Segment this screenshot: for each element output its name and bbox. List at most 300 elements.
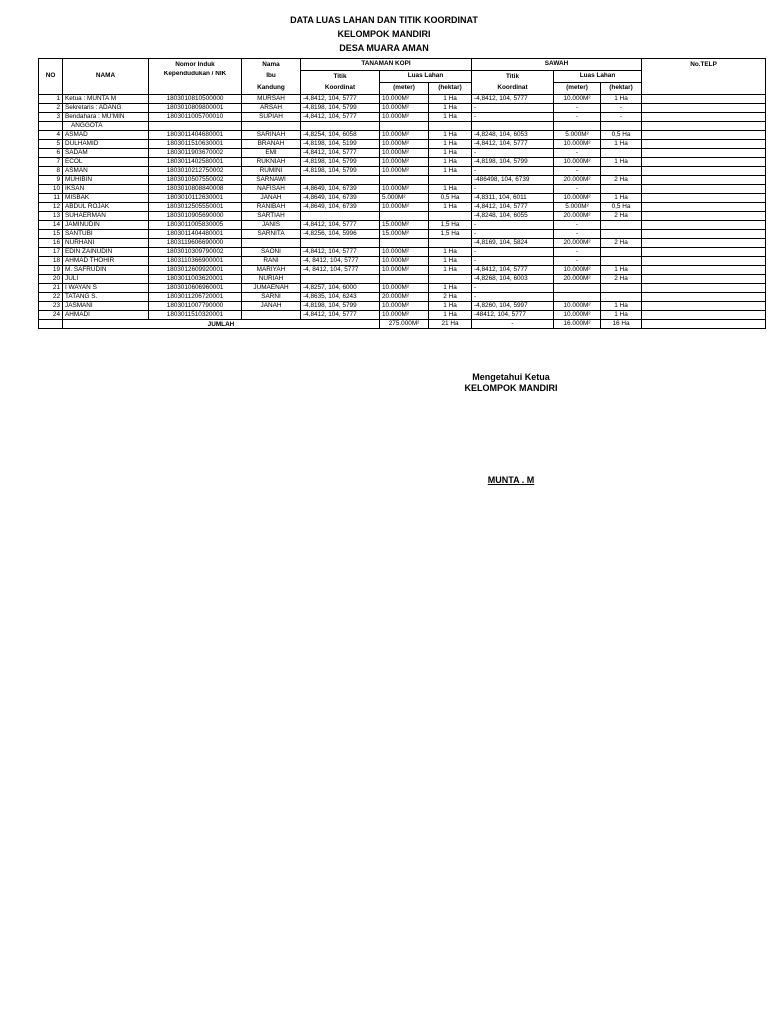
cell-sawah-meter: 10.000M² bbox=[554, 95, 601, 104]
cell-nik: 1803110366900001 bbox=[149, 257, 242, 266]
cell-sawah-hektar: - bbox=[601, 104, 642, 113]
cell-no: 8 bbox=[39, 167, 63, 176]
cell-sawah-koordinat: -4,8198, 104, 5799 bbox=[472, 158, 554, 167]
cell-kopi-koordinat: -4,8198, 104, 5799 bbox=[301, 302, 380, 311]
signature-name: MUNTA . M bbox=[487, 475, 535, 485]
cell-sawah-koordinat: - bbox=[472, 221, 554, 230]
cell-kopi-hektar: 1 Ha bbox=[429, 158, 472, 167]
cell-sawah-hektar bbox=[601, 185, 642, 194]
cell-nik: 1803011005830005 bbox=[149, 221, 242, 230]
cell-telp bbox=[642, 275, 766, 284]
cell-telp bbox=[642, 104, 766, 113]
cell-nama: M. SAFRUDIN bbox=[63, 266, 149, 275]
jumlah-sawah-koordinat: - bbox=[472, 320, 554, 329]
cell-sawah-meter: - bbox=[554, 104, 601, 113]
cell-ibu: SARNAWI bbox=[242, 176, 301, 185]
cell-kopi-hektar: 1 Ha bbox=[429, 302, 472, 311]
header-kopi-luas: Luas Lahan bbox=[380, 71, 472, 83]
cell-kopi-meter: 10.000M² bbox=[380, 302, 429, 311]
header-nik-line1: Nomor Induk bbox=[149, 59, 242, 71]
cell-sawah-koordinat: -4,8412, 104, 5777 bbox=[472, 95, 554, 104]
cell-kopi-meter: 20.000M² bbox=[380, 293, 429, 302]
anggota-blank-cell bbox=[380, 122, 429, 131]
cell-nama: Ketua : MUNTA M bbox=[63, 95, 149, 104]
jumlah-sawah-hektar: 16 Ha bbox=[601, 320, 642, 329]
header-sawah-koordinat: Koordinat bbox=[472, 83, 554, 95]
cell-no: 23 bbox=[39, 302, 63, 311]
cell-sawah-hektar: 1 Ha bbox=[601, 194, 642, 203]
cell-sawah-hektar: 1 Ha bbox=[601, 266, 642, 275]
cell-sawah-meter: 20.000M² bbox=[554, 239, 601, 248]
cell-sawah-meter bbox=[554, 284, 601, 293]
table-row bbox=[39, 266, 766, 275]
header-nik-line2: Kependudukan / NIK bbox=[149, 71, 242, 95]
cell-nama: DULHAMID bbox=[63, 140, 149, 149]
cell-ibu: SARINAH bbox=[242, 131, 301, 140]
cell-no: 24 bbox=[39, 311, 63, 320]
cell-no: 14 bbox=[39, 221, 63, 230]
cell-kopi-hektar: 1 Ha bbox=[429, 257, 472, 266]
cell-kopi-meter: 10.000M² bbox=[380, 185, 429, 194]
cell-sawah-koordinat: - bbox=[472, 230, 554, 239]
cell-sawah-meter: - bbox=[554, 248, 601, 257]
cell-sawah-meter: 5.000M² bbox=[554, 131, 601, 140]
header-no: NO bbox=[39, 59, 63, 95]
cell-kopi-koordinat: -4,8412, 104, 5777 bbox=[301, 113, 380, 122]
anggota-blank-cell bbox=[242, 122, 301, 131]
cell-telp bbox=[642, 302, 766, 311]
table-row bbox=[39, 212, 766, 221]
cell-kopi-hektar: 1 Ha bbox=[429, 185, 472, 194]
cell-sawah-koordinat: - bbox=[472, 257, 554, 266]
cell-sawah-koordinat: -486498, 104, 6739 bbox=[472, 176, 554, 185]
cell-nama: SADAM bbox=[63, 149, 149, 158]
cell-kopi-meter: 10.000M² bbox=[380, 158, 429, 167]
cell-nik: 1803012609920001 bbox=[149, 266, 242, 275]
cell-nik: 1803010507550002 bbox=[149, 176, 242, 185]
cell-sawah-meter: 10.000M² bbox=[554, 311, 601, 320]
cell-nama: ABDUL ROJAK bbox=[63, 203, 149, 212]
table-row bbox=[39, 302, 766, 311]
table-row bbox=[39, 311, 766, 320]
anggota-blank-cell bbox=[472, 122, 554, 131]
cell-ibu: SARTIAH bbox=[242, 212, 301, 221]
cell-kopi-koordinat bbox=[301, 239, 380, 248]
cell-sawah-koordinat: -4,8248, 104, 6053 bbox=[472, 131, 554, 140]
cell-kopi-meter: 10.000M² bbox=[380, 95, 429, 104]
cell-telp bbox=[642, 230, 766, 239]
cell-sawah-hektar bbox=[601, 221, 642, 230]
cell-kopi-koordinat: -4,8412, 104, 5777 bbox=[301, 95, 380, 104]
table-row bbox=[39, 185, 766, 194]
cell-sawah-meter: 10.000M² bbox=[554, 158, 601, 167]
cell-nama: JAMINUDIN bbox=[63, 221, 149, 230]
cell-nama: I WAYAN S bbox=[63, 284, 149, 293]
cell-nik: 1803011007790000 bbox=[149, 302, 242, 311]
cell-kopi-koordinat bbox=[301, 212, 380, 221]
document-title-line1: DATA LUAS LAHAN DAN TITIK KOORDINAT bbox=[290, 15, 478, 25]
cell-telp bbox=[642, 167, 766, 176]
anggota-blank-cell bbox=[554, 122, 601, 131]
cell-sawah-hektar: 2 Ha bbox=[601, 212, 642, 221]
cell-kopi-koordinat: -4,8412, 104, 5777 bbox=[301, 248, 380, 257]
jumlah-sawah-meter: 16.000M² bbox=[554, 320, 601, 329]
cell-kopi-koordinat: -4,8256, 104, 5996 bbox=[301, 230, 380, 239]
cell-sawah-hektar: 2 Ha bbox=[601, 275, 642, 284]
cell-nama: AHMAD THOHIR bbox=[63, 257, 149, 266]
cell-kopi-meter: 10.000M² bbox=[380, 167, 429, 176]
cell-sawah-meter: 10.000M² bbox=[554, 266, 601, 275]
jumlah-row bbox=[39, 320, 766, 329]
anggota-blank-cell bbox=[301, 122, 380, 131]
cell-ibu bbox=[242, 239, 301, 248]
cell-nik: 1803011003620001 bbox=[149, 275, 242, 284]
cell-no: 12 bbox=[39, 203, 63, 212]
cell-nik: 1803011404480001 bbox=[149, 230, 242, 239]
jumlah-blank-no bbox=[39, 320, 63, 329]
cell-nama: ASMAD bbox=[63, 131, 149, 140]
cell-telp bbox=[642, 311, 766, 320]
cell-ibu: EMI bbox=[242, 149, 301, 158]
cell-kopi-meter bbox=[380, 176, 429, 185]
cell-sawah-meter: 20.000M² bbox=[554, 275, 601, 284]
cell-sawah-koordinat: - bbox=[472, 167, 554, 176]
header-nama: NAMA bbox=[63, 59, 149, 95]
cell-ibu bbox=[242, 311, 301, 320]
cell-nama: MISBAK bbox=[63, 194, 149, 203]
table-row bbox=[39, 149, 766, 158]
cell-no: 20 bbox=[39, 275, 63, 284]
cell-nik: 1803010905690000 bbox=[149, 212, 242, 221]
cell-no: 3 bbox=[39, 113, 63, 122]
cell-kopi-koordinat: -4,8649, 104, 6739 bbox=[301, 194, 380, 203]
cell-no: 16 bbox=[39, 239, 63, 248]
cell-nama: JULI bbox=[63, 275, 149, 284]
table-row bbox=[39, 257, 766, 266]
header-sawah-titik: Titik bbox=[472, 71, 554, 83]
cell-kopi-hektar: 1,5 Ha bbox=[429, 230, 472, 239]
cell-kopi-meter bbox=[380, 212, 429, 221]
cell-kopi-koordinat: -4,8412, 104, 5777 bbox=[301, 311, 380, 320]
cell-sawah-koordinat: -4,8412, 104, 5777 bbox=[472, 266, 554, 275]
cell-no: 17 bbox=[39, 248, 63, 257]
cell-kopi-meter: 10.000M² bbox=[380, 257, 429, 266]
cell-ibu: RANI bbox=[242, 257, 301, 266]
cell-ibu: NAFISAH bbox=[242, 185, 301, 194]
table-row bbox=[39, 131, 766, 140]
table-row bbox=[39, 293, 766, 302]
cell-telp bbox=[642, 221, 766, 230]
cell-sawah-meter: 10.000M² bbox=[554, 194, 601, 203]
cell-telp bbox=[642, 194, 766, 203]
cell-telp bbox=[642, 266, 766, 275]
cell-kopi-koordinat: -4,8649, 104, 6739 bbox=[301, 185, 380, 194]
cell-kopi-meter: 5.000M² bbox=[380, 194, 429, 203]
cell-sawah-hektar: 2 Ha bbox=[601, 176, 642, 185]
anggota-blank-cell bbox=[149, 122, 242, 131]
cell-kopi-hektar: 1 Ha bbox=[429, 131, 472, 140]
table-row bbox=[39, 284, 766, 293]
cell-nama: MUHIBIN bbox=[63, 176, 149, 185]
cell-sawah-meter: - bbox=[554, 149, 601, 158]
cell-nik: 1803010212750002 bbox=[149, 167, 242, 176]
cell-ibu: JANAH bbox=[242, 302, 301, 311]
cell-nama: EDIN ZAINUDIN bbox=[63, 248, 149, 257]
cell-kopi-koordinat: -4, 8412, 104, 5777 bbox=[301, 257, 380, 266]
cell-nama: NURHANI bbox=[63, 239, 149, 248]
cell-telp bbox=[642, 95, 766, 104]
table-row bbox=[39, 113, 766, 122]
table-row bbox=[39, 167, 766, 176]
cell-sawah-hektar bbox=[601, 257, 642, 266]
cell-ibu: JANIS bbox=[242, 221, 301, 230]
cell-sawah-meter bbox=[554, 293, 601, 302]
cell-no: 22 bbox=[39, 293, 63, 302]
cell-sawah-hektar bbox=[601, 284, 642, 293]
cell-nik: 1803011404680001 bbox=[149, 131, 242, 140]
cell-nik: 1803011005700010 bbox=[149, 113, 242, 122]
land-data-table bbox=[38, 58, 766, 329]
cell-ibu: MURSAH bbox=[242, 95, 301, 104]
cell-nama: AHMADI bbox=[63, 311, 149, 320]
anggota-label: ANGGOTA bbox=[63, 122, 149, 131]
cell-sawah-hektar: 1 Ha bbox=[601, 311, 642, 320]
cell-ibu: SARNITA bbox=[242, 230, 301, 239]
jumlah-kopi-meter: 275.000M² bbox=[380, 320, 429, 329]
cell-no: 19 bbox=[39, 266, 63, 275]
header-kopi-meter: (meter) bbox=[380, 83, 429, 95]
cell-nik: 1803011903670002 bbox=[149, 149, 242, 158]
cell-sawah-koordinat: -4,8412, 104, 5777 bbox=[472, 203, 554, 212]
cell-telp bbox=[642, 239, 766, 248]
table-row bbox=[39, 203, 766, 212]
cell-sawah-koordinat: -4,8169, 104, 5824 bbox=[472, 239, 554, 248]
jumlah-kopi-hektar: 21 Ha bbox=[429, 320, 472, 329]
document-title-line3: DESA MUARA AMAN bbox=[339, 43, 429, 53]
table-row bbox=[39, 158, 766, 167]
cell-kopi-hektar: 1 Ha bbox=[429, 203, 472, 212]
cell-kopi-meter: 10.000M² bbox=[380, 104, 429, 113]
cell-sawah-koordinat: - bbox=[472, 284, 554, 293]
table-body bbox=[39, 95, 766, 329]
cell-nik: 1803010808840008 bbox=[149, 185, 242, 194]
table-row bbox=[39, 248, 766, 257]
cell-nik: 1803010810500000 bbox=[149, 95, 242, 104]
cell-sawah-meter: 20.000M² bbox=[554, 176, 601, 185]
cell-kopi-meter: 10.000M² bbox=[380, 140, 429, 149]
cell-kopi-hektar: 1 Ha bbox=[429, 113, 472, 122]
anggota-blank-cell bbox=[39, 122, 63, 131]
anggota-blank-cell bbox=[429, 122, 472, 131]
cell-kopi-meter: 10.000M² bbox=[380, 284, 429, 293]
cell-nik: 1803119606690000 bbox=[149, 239, 242, 248]
anggota-blank-cell bbox=[642, 122, 766, 131]
cell-kopi-meter: 10.000M² bbox=[380, 248, 429, 257]
cell-kopi-meter: 10.000M² bbox=[380, 266, 429, 275]
cell-kopi-meter: 10.000M² bbox=[380, 149, 429, 158]
anggota-blank-cell bbox=[601, 122, 642, 131]
cell-ibu: RUKNIAH bbox=[242, 158, 301, 167]
cell-ibu: SAONI bbox=[242, 248, 301, 257]
cell-ibu: JANAH bbox=[242, 194, 301, 203]
cell-kopi-hektar: 0,5 Ha bbox=[429, 194, 472, 203]
header-kopi-koordinat: Koordinat bbox=[301, 83, 380, 95]
cell-sawah-koordinat: - bbox=[472, 104, 554, 113]
cell-no: 11 bbox=[39, 194, 63, 203]
cell-sawah-koordinat: -48412, 104, 5777 bbox=[472, 311, 554, 320]
cell-sawah-hektar: 0,5 Ha bbox=[601, 203, 642, 212]
cell-kopi-meter: 15.000M² bbox=[380, 221, 429, 230]
header-tanaman-kopi: TANAMAN KOPI bbox=[301, 59, 472, 71]
cell-telp bbox=[642, 158, 766, 167]
cell-kopi-meter: 15.000M² bbox=[380, 230, 429, 239]
cell-kopi-koordinat: -4,8412, 104, 5777 bbox=[301, 221, 380, 230]
cell-telp bbox=[642, 284, 766, 293]
cell-sawah-koordinat: -4,8268, 104, 6003 bbox=[472, 275, 554, 284]
cell-sawah-koordinat: -4,8260, 104, 5997 bbox=[472, 302, 554, 311]
header-telp-blank bbox=[642, 71, 766, 95]
cell-nama: JASMANI bbox=[63, 302, 149, 311]
cell-kopi-hektar: 1 Ha bbox=[429, 248, 472, 257]
cell-kopi-hektar: 1 Ha bbox=[429, 140, 472, 149]
cell-sawah-meter: - bbox=[554, 221, 601, 230]
cell-telp bbox=[642, 140, 766, 149]
cell-sawah-meter: 20.000M² bbox=[554, 212, 601, 221]
cell-kopi-koordinat: -4,8649, 104, 6739 bbox=[301, 203, 380, 212]
cell-kopi-koordinat: -4,8257, 104, 6000 bbox=[301, 284, 380, 293]
cell-kopi-meter bbox=[380, 275, 429, 284]
anggota-row bbox=[39, 122, 766, 131]
cell-sawah-hektar bbox=[601, 230, 642, 239]
cell-sawah-koordinat: -4,8311, 104, 6011 bbox=[472, 194, 554, 203]
cell-kopi-hektar bbox=[429, 275, 472, 284]
cell-sawah-hektar: 1 Ha bbox=[601, 95, 642, 104]
header-sawah-luas: Luas Lahan bbox=[554, 71, 642, 83]
jumlah-blank bbox=[642, 320, 766, 329]
header-ibu-line2: Ibu bbox=[242, 71, 301, 83]
cell-ibu: JUMAENAH bbox=[242, 284, 301, 293]
cell-kopi-koordinat: -4,8198, 104, 5799 bbox=[301, 104, 380, 113]
cell-nama: Sekretaris : ADANG bbox=[63, 104, 149, 113]
cell-ibu: SARNI bbox=[242, 293, 301, 302]
cell-kopi-koordinat: -4, 8412, 104, 5777 bbox=[301, 266, 380, 275]
cell-kopi-hektar: 1 Ha bbox=[429, 95, 472, 104]
cell-kopi-hektar: 1 Ha bbox=[429, 167, 472, 176]
cell-telp bbox=[642, 248, 766, 257]
cell-no: 4 bbox=[39, 131, 63, 140]
header-kopi-titik: Titik bbox=[301, 71, 380, 83]
cell-sawah-koordinat: - bbox=[472, 248, 554, 257]
cell-telp bbox=[642, 131, 766, 140]
cell-sawah-koordinat: - bbox=[472, 185, 554, 194]
cell-telp bbox=[642, 176, 766, 185]
cell-ibu: BRANAH bbox=[242, 140, 301, 149]
cell-no: 1 bbox=[39, 95, 63, 104]
cell-kopi-koordinat: -4,8198, 104, 5799 bbox=[301, 167, 380, 176]
cell-kopi-meter: 10.000M² bbox=[380, 113, 429, 122]
cell-kopi-hektar: 1 Ha bbox=[429, 284, 472, 293]
table-row bbox=[39, 239, 766, 248]
cell-telp bbox=[642, 203, 766, 212]
cell-nama: IKSAN bbox=[63, 185, 149, 194]
cell-nik: 1803011510630001 bbox=[149, 140, 242, 149]
cell-sawah-hektar: 1 Ha bbox=[601, 158, 642, 167]
cell-sawah-hektar: 1 Ha bbox=[601, 302, 642, 311]
cell-kopi-meter: 10.000M² bbox=[380, 131, 429, 140]
header-ibu-line1: Nama bbox=[242, 59, 301, 71]
cell-nik: 1803011510320001 bbox=[149, 311, 242, 320]
table-row bbox=[39, 176, 766, 185]
cell-kopi-hektar: 1 Ha bbox=[429, 104, 472, 113]
cell-nik: 1803010112630001 bbox=[149, 194, 242, 203]
cell-sawah-hektar: 2 Ha bbox=[601, 239, 642, 248]
table-row bbox=[39, 104, 766, 113]
cell-telp bbox=[642, 212, 766, 221]
header-ibu-line3: Kandung bbox=[242, 83, 301, 95]
cell-ibu: ARSAH bbox=[242, 104, 301, 113]
cell-sawah-meter: - bbox=[554, 257, 601, 266]
cell-ibu: RANIBAH bbox=[242, 203, 301, 212]
cell-no: 2 bbox=[39, 104, 63, 113]
cell-telp bbox=[642, 185, 766, 194]
cell-sawah-meter: - bbox=[554, 167, 601, 176]
cell-sawah-koordinat: -4,8248, 104, 6055 bbox=[472, 212, 554, 221]
signature-title: Mengetahui Ketua bbox=[472, 372, 550, 382]
cell-sawah-meter: - bbox=[554, 230, 601, 239]
cell-nama: ASMAN bbox=[63, 167, 149, 176]
cell-sawah-hektar: - bbox=[601, 113, 642, 122]
header-kopi-hektar: (hektar) bbox=[429, 83, 472, 95]
table-row bbox=[39, 221, 766, 230]
cell-sawah-hektar: 1 Ha bbox=[601, 140, 642, 149]
cell-nik: 1803010809800001 bbox=[149, 104, 242, 113]
cell-sawah-koordinat: -4,8412, 104, 5777 bbox=[472, 140, 554, 149]
cell-kopi-hektar: 1 Ha bbox=[429, 266, 472, 275]
cell-no: 15 bbox=[39, 230, 63, 239]
cell-kopi-koordinat: -4,8198, 104, 5199 bbox=[301, 140, 380, 149]
cell-sawah-meter: 10.000M² bbox=[554, 140, 601, 149]
cell-nama: SUHAERMAN bbox=[63, 212, 149, 221]
cell-telp bbox=[642, 293, 766, 302]
cell-no: 13 bbox=[39, 212, 63, 221]
cell-nama: SANTUBI bbox=[63, 230, 149, 239]
cell-telp bbox=[642, 113, 766, 122]
document-title-line2: KELOMPOK MANDIRI bbox=[337, 29, 431, 39]
cell-nik: 1803010309790002 bbox=[149, 248, 242, 257]
cell-telp bbox=[642, 149, 766, 158]
cell-kopi-koordinat: -4,8254, 104, 6058 bbox=[301, 131, 380, 140]
header-no-telp: No.TELP bbox=[642, 59, 766, 71]
cell-kopi-koordinat: -4,8412, 104, 5777 bbox=[301, 149, 380, 158]
cell-no: 18 bbox=[39, 257, 63, 266]
header-sawah-meter: (meter) bbox=[554, 83, 601, 95]
cell-sawah-meter: 10.000M² bbox=[554, 302, 601, 311]
cell-sawah-hektar: 0,5 Ha bbox=[601, 131, 642, 140]
jumlah-label: JUMLAH bbox=[63, 320, 380, 329]
cell-sawah-koordinat: - bbox=[472, 113, 554, 122]
cell-nik: 1803011402580001 bbox=[149, 158, 242, 167]
table-row bbox=[39, 140, 766, 149]
cell-kopi-meter: 10.000M² bbox=[380, 203, 429, 212]
cell-kopi-koordinat: -4,8198, 104, 5799 bbox=[301, 158, 380, 167]
cell-nik: 1803010606960001 bbox=[149, 284, 242, 293]
cell-kopi-hektar: 2 Ha bbox=[429, 293, 472, 302]
cell-no: 6 bbox=[39, 149, 63, 158]
cell-nama: ECOL bbox=[63, 158, 149, 167]
table-row bbox=[39, 275, 766, 284]
cell-ibu: RUMINI bbox=[242, 167, 301, 176]
cell-sawah-koordinat: - bbox=[472, 293, 554, 302]
